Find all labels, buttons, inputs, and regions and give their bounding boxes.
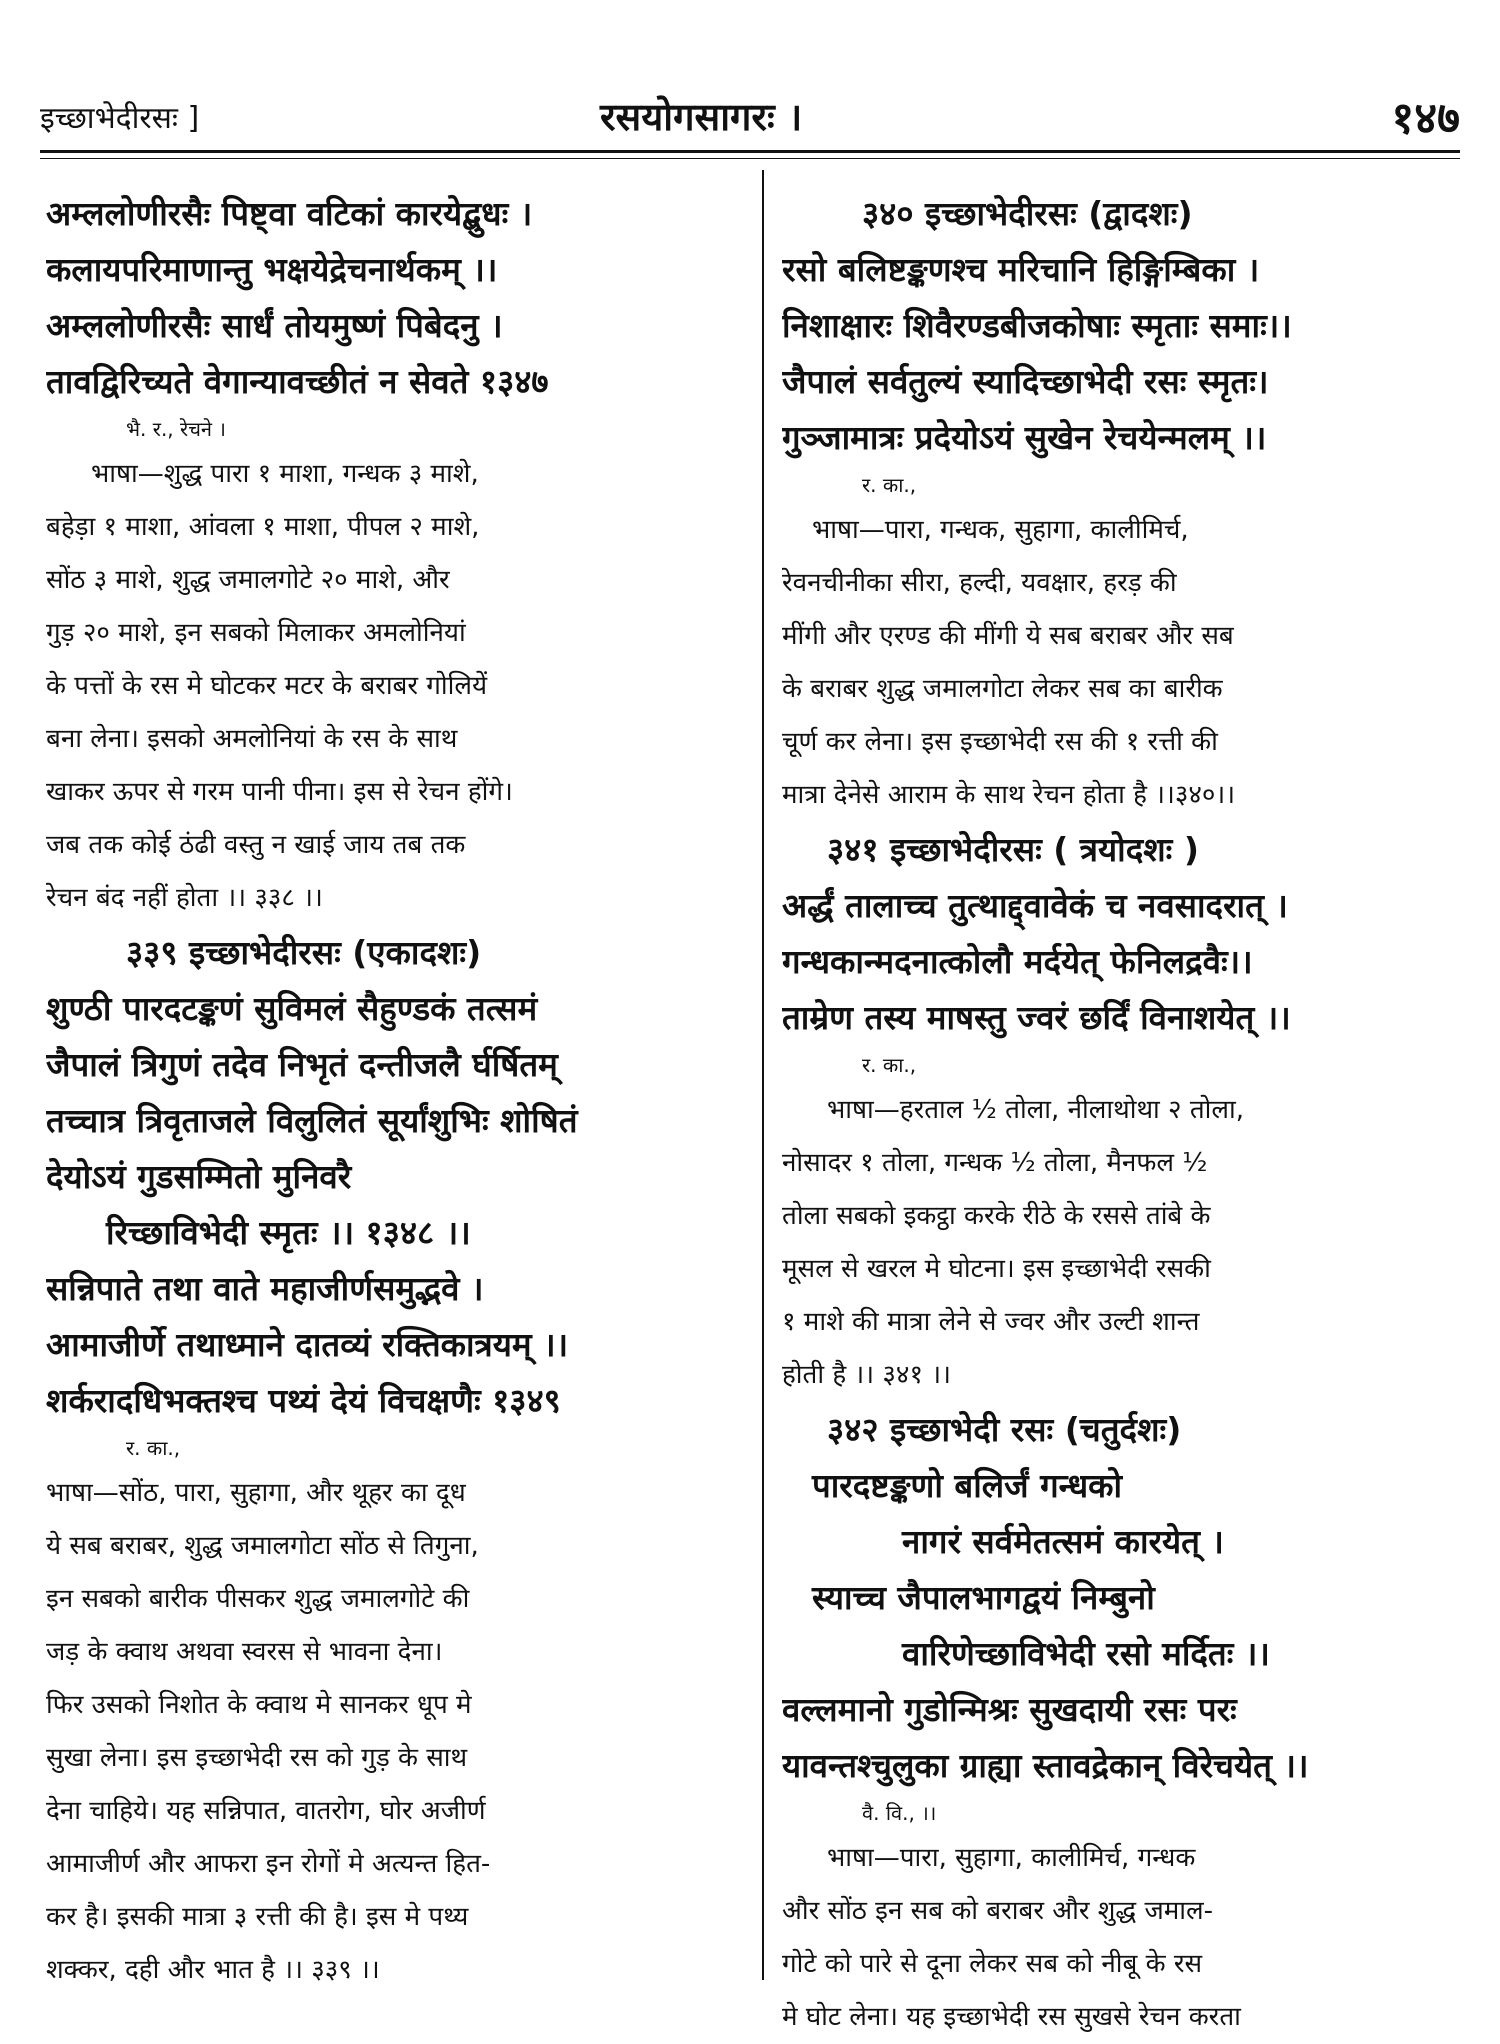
text-line: वै. वि., ।। (862, 1801, 937, 1825)
header-rule-thick (40, 150, 1460, 153)
text-line: जैपालं सर्वतुल्यं स्यादिच्छाभेदी रसः स्मृतः। (782, 362, 1269, 401)
text-line: देयोऽयं गुडसम्मितो मुनिवरै (46, 1157, 352, 1196)
text-line: मूसल से खरल मे घोटना। इस इच्छाभेदी रसकी (782, 1254, 1211, 1284)
text-line: अर्द्धं तालाच्च तुत्थाद्द्वावेकं च नवसादरात् । (782, 886, 1288, 925)
text-line: भाषा—हरताल ½ तोला, नीलाथोथा २ तोला, (827, 1095, 1245, 1125)
text-line: ताम्रेण तस्य माषस्तु ज्वरं छर्दिं विनाशयेत् ।। (782, 998, 1291, 1037)
text-line: रिच्छाविभेदी स्मृतः ।। १३४८ ।। (106, 1213, 471, 1252)
text-line: चूर्ण कर लेना। इस इच्छाभेदी रस की १ रत्ती की (782, 727, 1218, 757)
text-line: शर्करादधिभक्तश्च पथ्यं देयं विचक्षणैः १३४९ (46, 1381, 561, 1420)
text-line: भै. र., रेचने । (126, 417, 226, 441)
text-line: मे घोट लेना। यह इच्छाभेदी रस सुखसे रेचन करता (782, 2002, 1241, 2032)
running-header (40, 78, 1460, 148)
text-line: ये सब बराबर, शुद्ध जमालगोटा सोंठ से तिगुना, (46, 1531, 479, 1561)
text-line: भाषा—शुद्ध पारा १ माशा, गन्धक ३ माशे, (91, 459, 479, 489)
text-line: बना लेना। इसको अमलोनियां के रस के साथ (46, 724, 458, 754)
text-line: वारिणेच्छाविभेदी रसो मर्दितः ।। (902, 1634, 1270, 1673)
text-line: फिर उसको निशोत के क्वाथ मे सानकर धूप मे (46, 1690, 472, 1720)
header-section-title: इच्छाभेदीरसः ] (40, 101, 200, 136)
text-line: जब तक कोई ठंढी वस्तु न खाई जाय तब तक (46, 830, 466, 860)
text-line: शुण्ठी पारदटङ्कणं सुविमलं सैहुण्डकं तत्समं (46, 989, 538, 1028)
text-line: अम्ललोणीरसैः सार्धं तोयमुष्णं पिबेदनु । (46, 306, 503, 345)
text-line: बहेड़ा १ माशा, आंवला १ माशा, पीपल २ माशे, (46, 512, 480, 542)
text-line: गुञ्जामात्रः प्रदेयोऽयं सुखेन रेचयेन्मलम् ।। (782, 418, 1267, 457)
text-line: रेचन बंद नहीं होता ।। ३३८ ।। (46, 883, 323, 913)
text-line: गोटे को पारे से दूना लेकर सब को नीबू के रस (782, 1949, 1203, 1979)
text-line: आमाजीर्णे तथाध्माने दातव्यं रक्तिकात्रयम् ।। (46, 1325, 569, 1364)
text-line: इन सबको बारीक पीसकर शुद्ध जमालगोटे की (46, 1584, 470, 1614)
text-line: ३३९ इच्छाभेदीरसः (एकादशः) (126, 933, 482, 972)
text-line: अम्ललोणीरसैः पिष्ट्वा वटिकां कारयेद्बुधः । (46, 194, 533, 233)
column-divider (762, 170, 764, 1980)
text-line: जड़ के क्वाथ अथवा स्वरस से भावना देना। (46, 1637, 443, 1667)
text-line: सुखा लेना। इस इच्छाभेदी रस को गुड़ के साथ (46, 1743, 468, 1773)
text-line: सन्निपाते तथा वाते महाजीर्णसमुद्भवे । (46, 1269, 484, 1308)
text-line: और सोंठ इन सब को बराबर और शुद्ध जमाल- (782, 1896, 1214, 1926)
text-line: कलायपरिमाणान्तु भक्षयेद्रेचनार्थकम् ।। (46, 250, 498, 289)
text-line: मींगी और एरण्ड की मींगी ये सब बराबर और सब (782, 621, 1234, 651)
text-line: कर है। इसकी मात्रा ३ रत्ती की है। इस मे पथ्य (46, 1902, 469, 1932)
text-line: पारदष्टङ्कणो बलिर्जं गन्धको (812, 1466, 1123, 1505)
text-line: स्याच्च जैपालभागद्वयं निम्बुनो (812, 1578, 1155, 1617)
text-line: रसो बलिष्टङ्कणश्च मरिचानि हिङ्गिम्बिका । (782, 250, 1260, 289)
text-line: यावन्तश्चुलुका ग्राह्या स्तावद्रेकान् विरेचयेत् ।। (782, 1746, 1309, 1785)
text-line: गन्धकान्मदनात्कोलौ मर्दयेत् फेनिलद्रवैः।। (782, 942, 1253, 981)
page-number: १४७ (1391, 93, 1460, 144)
header-book-title: रसयोगसागरः । (600, 95, 803, 139)
right-column (782, 186, 1462, 2044)
text-line: के पत्तों के रस मे घोटकर मटर के बराबर गोलियें (46, 671, 488, 701)
text-line: तावद्विरिच्यते वेगान्यावच्छीतं न सेवते १३४७ (46, 362, 549, 401)
text-line: भाषा—सोंठ, पारा, सुहागा, और थूहर का दूध (46, 1478, 466, 1508)
text-line: नागरं सर्वमेतत्समं कारयेत् । (902, 1522, 1224, 1561)
text-line: गुड़ २० माशे, इन सबको मिलाकर अमलोनियां (46, 618, 466, 648)
text-line: देना चाहिये। यह सन्निपात, वातरोग, घोर अजीर्ण (46, 1796, 486, 1826)
text-line: ३४० इच्छाभेदीरसः (द्वादशः) (862, 194, 1193, 233)
text-line: ३४२ इच्छाभेदी रसः (चतुर्दशः) (827, 1410, 1182, 1449)
text-line: रेवनचीनीका सीरा, हल्दी, यवक्षार, हरड़ की (782, 568, 1177, 598)
text-line: तच्चात्र त्रिवृताजले विलुलितं सूर्यांशुभिः शोषितं (46, 1101, 578, 1140)
text-line: सोंठ ३ माशे, शुद्ध जमालगोटे २० माशे, और (46, 565, 450, 595)
text-line: १ माशे की मात्रा लेने से ज्वर और उल्टी शान्त (782, 1307, 1200, 1337)
text-line: मात्रा देनेसे आराम के साथ रेचन होता है ।।३४०।। (782, 780, 1236, 810)
text-line: होती है ।। ३४१ ।। (782, 1360, 951, 1390)
text-line: आमाजीर्ण और आफरा इन रोगों मे अत्यन्त हित- (46, 1849, 491, 1879)
text-line: र. का., (126, 1436, 181, 1460)
left-column (46, 186, 746, 1997)
text-line: र. का., (862, 473, 917, 497)
text-line: तोला सबको इकट्ठा करके रीठे के रससे तांबे के (782, 1201, 1211, 1231)
text-line: के बराबर शुद्ध जमालगोटा लेकर सब का बारीक (782, 674, 1223, 704)
header-rule-thin (40, 158, 1460, 159)
text-line: शक्कर, दही और भात है ।। ३३९ ।। (46, 1955, 380, 1985)
text-line: खाकर ऊपर से गरम पानी पीना। इस से रेचन होंगे। (46, 777, 513, 807)
text-line: भाषा—पारा, गन्धक, सुहागा, कालीमिर्च, (812, 515, 1189, 545)
text-line: निशाक्षारः शिवैरण्डबीजकोषाः स्मृताः समाः।। (782, 306, 1292, 345)
text-line: नोसादर १ तोला, गन्धक ½ तोला, मैनफल ½ (782, 1148, 1208, 1178)
text-line: भाषा—पारा, सुहागा, कालीमिर्च, गन्धक (827, 1843, 1196, 1873)
text-line: ३४१ इच्छाभेदीरसः ( त्रयोदशः ) (827, 830, 1199, 869)
text-line: र. का., (862, 1053, 917, 1077)
text-line: जैपालं त्रिगुणं तदेव निभृतं दन्तीजलै र्घर्षितम् (46, 1045, 558, 1084)
text-line: वल्लमानो गुडोन्मिश्रः सुखदायी रसः परः (782, 1690, 1237, 1729)
